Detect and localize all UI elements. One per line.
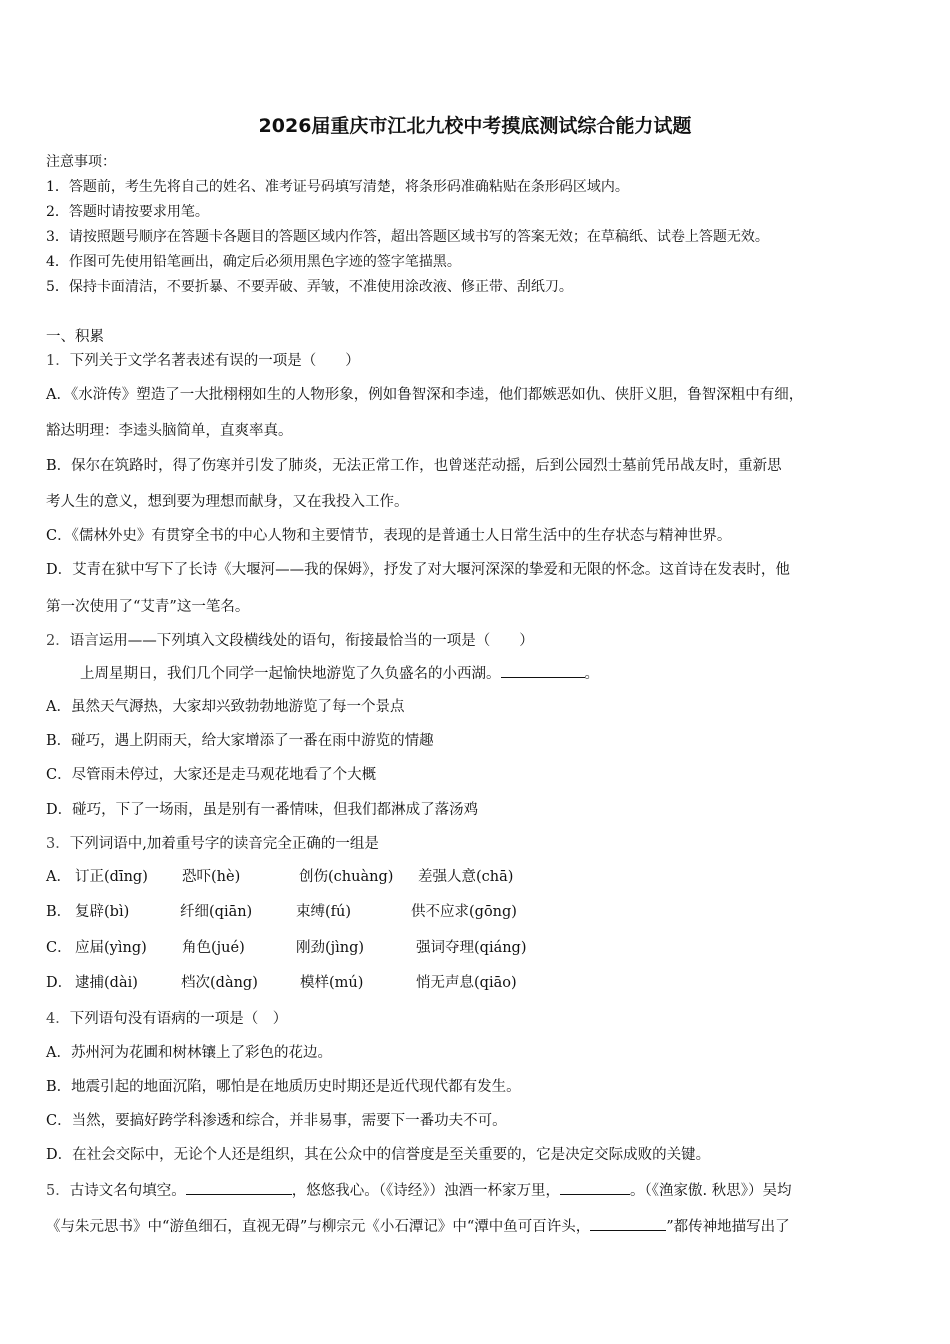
- word-item: 刚劲(jìng): [296, 940, 365, 956]
- option-b: B．碰巧，遇上阴雨天，给大家增添了一番在雨中游览的情趣: [46, 733, 434, 749]
- answer-blank: [560, 1180, 630, 1195]
- question-text: 下列语句没有语病的一项是（ ）: [69, 1011, 288, 1027]
- question-5-line2: [46, 1216, 790, 1237]
- question-number: 5．: [46, 1183, 70, 1199]
- option-b-line1: B．保尔在筑路时，得了伤寒并引发了肺炎，无法正常工作，也曾迷茫动摇，后到公园烈士墓前凭吊战友时，重新思: [46, 458, 782, 474]
- note-item: 3．请按照题号顺序在答题卡各题目的答题区域内作答，超出答题区域书写的答案无效；在草稿纸、试卷上答题无效。: [46, 229, 769, 245]
- option-label: B．: [46, 904, 72, 920]
- question-text: 古诗文名句填空。: [69, 1183, 186, 1199]
- word-item: 订正(dīng): [75, 869, 148, 885]
- answer-blank: [186, 1180, 292, 1195]
- word-item: 角色(jué): [182, 940, 245, 956]
- word-item: 档次(dàng): [181, 975, 258, 991]
- word-item: 供不应求(gōng): [411, 904, 517, 920]
- section-heading: 一、积累: [46, 329, 104, 345]
- option-d-line1: D．艾青在狱中写下了长诗《大堰河——我的保姆》，抒发了对大堰河深深的挚爱和无限的怀念。这首诗在发表时，他: [46, 562, 790, 578]
- option-c: C．当然，要搞好跨学科渗透和综合，并非易事，需要下一番功夫不可。: [46, 1113, 507, 1129]
- option-label: C．: [46, 940, 72, 956]
- note-item: 4．作图可先使用铅笔画出，确定后必须用黑色字迹的签字笔描黑。: [46, 254, 461, 270]
- question-2-passage: [80, 663, 599, 684]
- option-label: A．: [46, 869, 71, 885]
- option-c: C．《儒林外史》有贯穿全书的中心人物和主要情节，表现的是普通士人日常生活中的生存状态与精神世界。: [46, 528, 732, 544]
- question-1-stem: [46, 351, 360, 371]
- question-2-stem: [46, 631, 534, 651]
- question-number: 4．: [46, 1011, 70, 1027]
- answer-blank: [501, 663, 585, 678]
- question-number: 3．: [46, 836, 70, 852]
- option-d: D．在社会交际中，无论个人还是组织，其在公众中的信誉度是至关重要的，它是决定交际成败的关键。: [46, 1147, 711, 1163]
- note-item: 5．保持卡面清洁，不要折暴、不要弄破、弄皱，不准使用涂改液、修正带、刮纸刀。: [46, 279, 573, 295]
- question-text: 。（《渔家傲. 秋思》）吴均: [629, 1183, 792, 1199]
- word-item: 复辟(bì): [75, 904, 130, 920]
- option-b: B．地震引起的地面沉陷，哪怕是在地质历史时期还是近代现代都有发生。: [46, 1079, 521, 1095]
- question-text: 下列关于文学名著表述有误的一项是（ ）: [69, 353, 360, 369]
- word-item: 逮捕(dài): [75, 975, 138, 991]
- note-item: 2．答题时请按要求用笔。: [46, 204, 209, 220]
- word-item: 强词夺理(qiáng): [416, 940, 527, 956]
- question-text: ，悠悠我心。（《诗经》）浊酒一杯家万里，: [291, 1183, 560, 1199]
- word-item: 束缚(fú): [296, 904, 352, 920]
- passage-end: 。: [584, 666, 599, 682]
- question-5-line1: [46, 1180, 791, 1201]
- answer-blank: [590, 1216, 666, 1231]
- word-item: 创伤(chuàng): [299, 869, 394, 885]
- option-b-line2: 考人生的意义，想到要为理想而献身，又在我投入工作。: [46, 494, 409, 510]
- question-text: 《与朱元思书》中“游鱼细石，直视无碍”与柳宗元《小石潭记》中“潭中鱼可百许头，: [46, 1219, 591, 1235]
- option-d-line2: 第一次使用了“艾青”这一笔名。: [46, 599, 250, 615]
- option-a-line1: A．《水浒传》塑造了一大批栩栩如生的人物形象，例如鲁智深和李逵，他们都嫉恶如仇、侠肝义胆，鲁智深粗中有细，: [46, 387, 804, 403]
- option-d: D．碰巧，下了一场雨，虽是别有一番情味，但我们都淋成了落汤鸡: [46, 802, 479, 818]
- question-4-stem: [46, 1009, 287, 1029]
- word-item: 纤细(qiān): [180, 904, 253, 920]
- word-item: 恐吓(hè): [182, 869, 241, 885]
- option-a: A．苏州河为花圃和树林镶上了彩色的花边。: [46, 1045, 332, 1061]
- question-3-stem: [46, 834, 379, 854]
- passage-text: 上周星期日，我们几个同学一起愉快地游览了久负盛名的小西湖。: [80, 666, 501, 682]
- option-a-line2: 豁达明理：李逵头脑简单，直爽率真。: [46, 423, 293, 439]
- option-a: A．虽然天气溽热，大家却兴致勃勃地游览了每一个景点: [46, 699, 405, 715]
- word-item: 模样(mú): [300, 975, 364, 991]
- word-item: 悄无声息(qiāo): [416, 975, 517, 991]
- word-item: 差强人意(chā): [418, 869, 514, 885]
- option-c: C．尽管雨未停过，大家还是走马观花地看了个大概: [46, 767, 377, 783]
- question-text: ”都传神地描写出了: [666, 1219, 790, 1235]
- question-text: 语言运用——下列填入文段横线处的语句，衔接最恰当的一项是（ ）: [69, 633, 534, 649]
- question-text: 下列词语中,加着重号字的读音完全正确的一组是: [69, 836, 379, 852]
- word-item: 应届(yìng): [75, 940, 147, 956]
- note-item: 1．答题前，考生先将自己的姓名、准考证号码填写清楚，将条形码准确粘贴在条形码区域内。: [46, 179, 629, 195]
- question-number: 2．: [46, 633, 70, 649]
- option-label: D．: [46, 975, 73, 991]
- page-title: 2026届重庆市江北九校中考摸底测试综合能力试题: [258, 115, 692, 137]
- notes-heading: 注意事项：: [46, 154, 116, 170]
- question-number: 1．: [46, 353, 70, 369]
